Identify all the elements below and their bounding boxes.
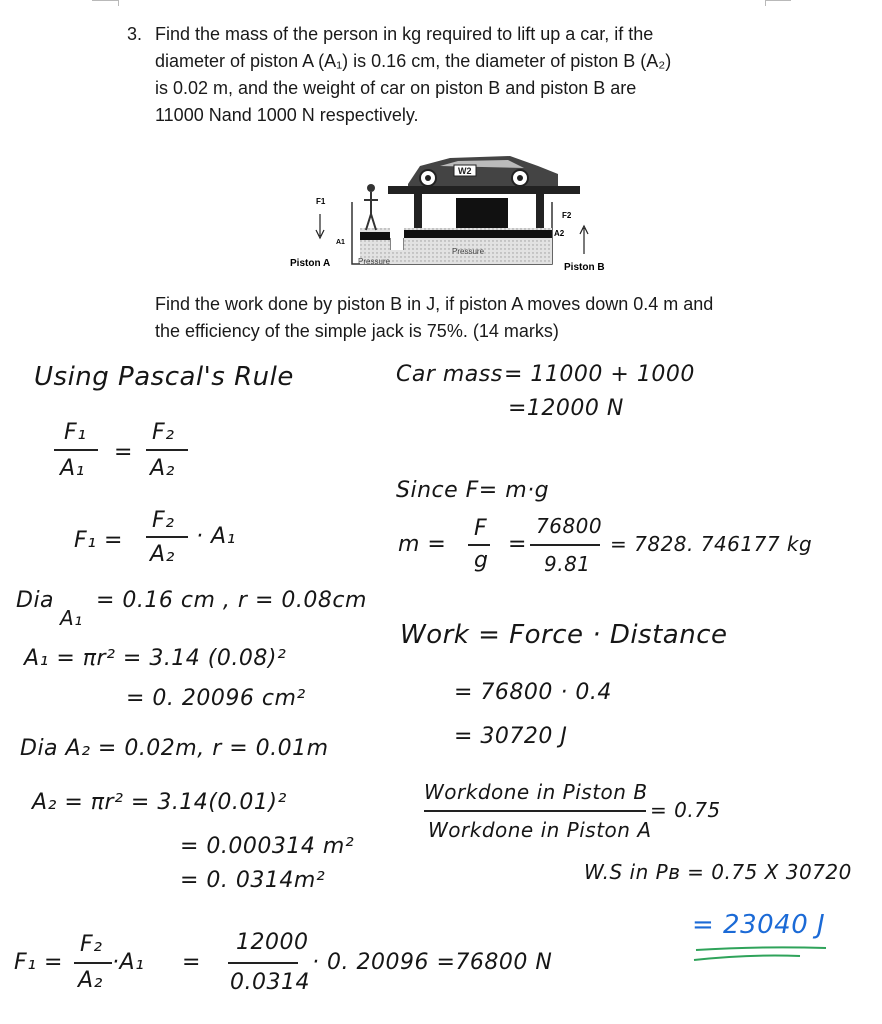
dia-a1-sub: A₁ xyxy=(60,606,83,630)
times-a1: · A₁ xyxy=(196,524,236,549)
final-f1-lhs: F₁ = xyxy=(14,950,63,975)
final-answer: = 23040 J xyxy=(692,910,826,940)
piston-b-platform xyxy=(388,186,580,194)
efficiency-denominator: Workdone in Piston A xyxy=(428,818,652,842)
hydraulic-jack-diagram xyxy=(280,152,640,282)
a1-label: A1 xyxy=(336,239,345,246)
page-corner-left xyxy=(92,0,118,1)
pressure-left-label: Pressure xyxy=(358,257,391,266)
final-denominator: 0.0314 xyxy=(230,970,310,995)
f2-label: F2 xyxy=(562,211,572,220)
area-a1-line2: = 0. 20096 cm² xyxy=(126,686,306,711)
part2-line-2: the efficiency of the simple jack is 75%. (14 marks) xyxy=(155,321,559,341)
page-corner-right xyxy=(765,0,791,1)
since-equation: Since F= m·g xyxy=(396,478,550,503)
answer-underline xyxy=(690,944,830,968)
num-76800: 76800 xyxy=(536,514,603,538)
frac-a2: A₂ xyxy=(150,456,175,481)
frac-bar-7 xyxy=(530,544,600,546)
frac-f2: F₂ xyxy=(152,420,175,445)
work-step-2: = 30720 J xyxy=(454,724,568,749)
area-a2-line3: = 0. 0314m² xyxy=(180,868,326,893)
f2-arrow xyxy=(580,226,588,254)
pressure-right-label: Pressure xyxy=(452,247,485,256)
dia-a1-label: Dia xyxy=(16,588,55,613)
question-line-3: is 0.02 m, and the weight of car on piston B and piston B are xyxy=(155,78,637,98)
efficiency-value: = 0.75 xyxy=(650,798,721,822)
mass-result: = 7828. 746177 kg xyxy=(610,532,813,556)
frac-bar-5 xyxy=(228,962,298,964)
page-corner-right-v xyxy=(765,0,766,6)
piston-b-label: Piston B xyxy=(564,262,605,273)
f-over: F xyxy=(474,516,488,541)
final-a2: A₂ xyxy=(78,968,103,993)
frac-bar-6 xyxy=(468,544,490,546)
page-corner-left-v xyxy=(118,0,119,6)
final-f2: F₂ xyxy=(80,932,103,957)
work-piston-b-line: W.S in Pʙ = 0.75 X 30720 xyxy=(584,860,852,884)
dia-a2-line: Dia A₂ = 0.02m, r = 0.01m xyxy=(20,736,329,761)
a2-label: A2 xyxy=(554,229,565,238)
car-mass-total: =12000 N xyxy=(508,396,624,421)
car-mass-sum: = 11000 + 1000 xyxy=(504,362,695,387)
f1-arrow xyxy=(316,214,324,238)
frac-a1: A₁ xyxy=(60,456,85,481)
g-under: g xyxy=(474,548,489,573)
car-icon xyxy=(408,156,558,186)
piston-b-head xyxy=(456,198,508,228)
final-numerator: 12000 xyxy=(236,930,309,955)
frac-bar-8 xyxy=(424,810,646,812)
area-a2-line1: A₂ = πr² = 3.14(0.01)² xyxy=(32,790,287,815)
f1-equals: F₁ = xyxy=(74,528,123,553)
frac-bar-1 xyxy=(54,449,98,451)
equals-3: = xyxy=(508,532,527,557)
dia-a1-value: = 0.16 cm , r = 0.08cm xyxy=(96,588,367,613)
car-mass-label: Car mass xyxy=(396,362,503,387)
person-icon xyxy=(364,184,378,230)
frac-bar-3 xyxy=(146,536,188,538)
rearranged-f2: F₂ xyxy=(152,508,175,533)
question-number: 3. xyxy=(127,24,143,44)
work-step-1: = 76800 · 0.4 xyxy=(454,680,612,705)
area-a2-line2: = 0.000314 m² xyxy=(180,834,355,859)
question-line-1: Find the mass of the person in kg required to lift up a car, if the xyxy=(155,24,654,44)
frac-bar-4 xyxy=(74,962,112,964)
m-equals: m = xyxy=(398,532,447,557)
pascal-rule-title: Using Pascal's Rule xyxy=(34,362,294,392)
final-result: · 0. 20096 =76800 N xyxy=(312,950,553,975)
final-equals: = xyxy=(182,950,201,975)
f1-label: F1 xyxy=(316,197,326,206)
work-formula: Work = Force · Distance xyxy=(400,620,728,650)
efficiency-numerator: Workdone in Piston B xyxy=(424,780,648,804)
question-line-4: 11000 Nand 1000 N respectively. xyxy=(155,105,419,125)
frac-f1: F₁ xyxy=(64,420,87,445)
question-line-2: diameter of piston A (A₁) is 0.16 cm, the diameter of piston B (A₂) xyxy=(155,51,672,71)
rearranged-a2: A₂ xyxy=(150,542,175,567)
part2-line-1: Find the work done by piston B in J, if piston A moves down 0.4 m and xyxy=(155,294,714,314)
car-label: W2 xyxy=(458,166,472,176)
equals-1: = xyxy=(114,440,133,465)
final-dot-a1: ·A₁ xyxy=(112,950,145,975)
piston-a-head xyxy=(360,232,390,240)
frac-bar-2 xyxy=(146,449,188,451)
piston-a-label: Piston A xyxy=(290,258,331,269)
area-a1-line1: A₁ = πr² = 3.14 (0.08)² xyxy=(24,646,287,671)
den-981: 9.81 xyxy=(544,552,591,576)
